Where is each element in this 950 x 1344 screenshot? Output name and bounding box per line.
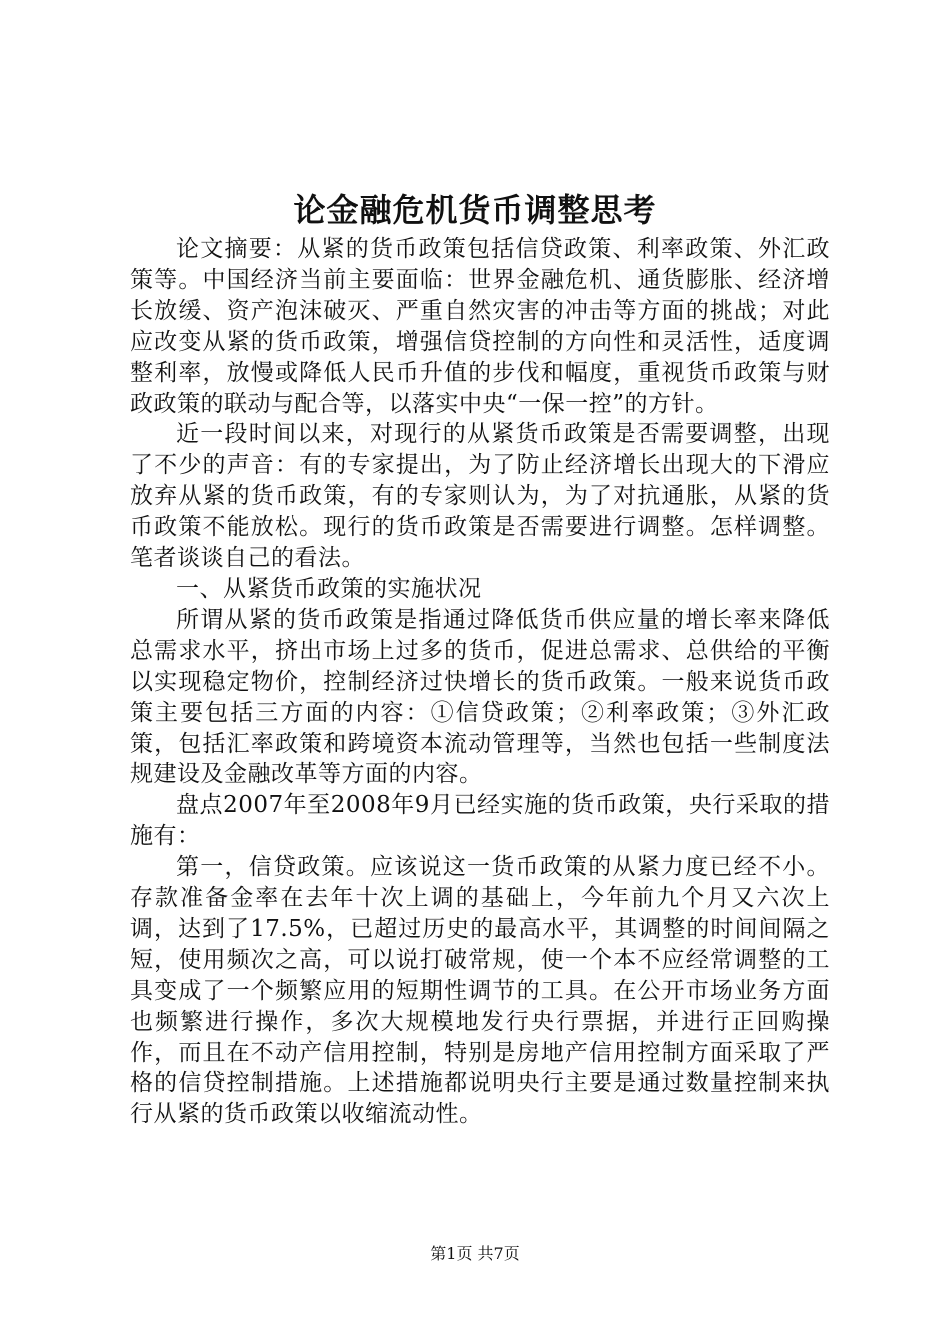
section-heading: 一、从紧货币政策的实施状况	[176, 575, 482, 602]
intro-paragraph: 近一段时间以来，对现行的从紧货币政策是否需要调整，出现了不少的声音：有的专家提出，为了防止经济增长出现大的下滑应放弃从紧的货币政策，有的专家则认为，为了对抗通胀，从紧的货币政策不能放松。现行的货币政策是否需要进行调整。怎样调整。笔者谈谈自己的看法。	[130, 421, 830, 572]
definition-paragraph: 所谓从紧的货币政策是指通过降低货币供应量的增长率来降低总需求水平，挤出市场上过多的货币，促进总需求、总供给的平衡以实现稳定物价，控制经济过快增长的货币政策。一般来说货币政策主要包括三方面的内容：①信贷政策；②利率政策；③外汇政策，包括汇率政策和跨境资本流动管理等，当然也包括一些制度法规建设及金融改革等方面的内容。	[130, 606, 830, 788]
page-number-footer: 第1页 共7页	[430, 1244, 520, 1263]
abstract-paragraph: 论文摘要：从紧的货币政策包括信贷政策、利率政策、外汇政策等。中国经济当前主要面临：世界金融危机、通货膨胀、经济增长放缓、资产泡沫破灭、严重自然灾害的冲击等方面的挑战；对此应改变从紧的货币政策，增强信贷控制的方向性和灵活性，适度调整利率，放慢或降低人民币升值的步伐和幅度，重视货币政策与财政政策的联动与配合等，以落实中央“一保一控”的方针。	[130, 236, 830, 417]
credit-policy-paragraph: 第一，信贷政策。应该说这一货币政策的从紧力度已经不小。存款准备金率在去年十次上调的基础上，今年前九个月又六次上调，达到了17.5%，已超过历史的最高水平，其调整的时间间隔之短，使用频次之高，可以说打破常规，使一个本不应经常调整的工具变成了一个频繁应用的短期性调节的工具。在公开市场业务方面也频繁进行操作，多次大规模地发行央行票据，并进行正回购操作，而且在不动产信用控制，特别是房地产信用控制方面采取了严格的信贷控制措施。上述措施都说明央行主要是通过数量控制来执行从紧的货币政策以收缩流动性。	[130, 854, 830, 1128]
review-paragraph: 盘点2007年至2008年9月已经实施的货币政策，央行采取的措施有：	[130, 792, 830, 850]
document-body	[130, 234, 830, 1130]
document-title: 论金融危机货币调整思考	[293, 191, 657, 229]
